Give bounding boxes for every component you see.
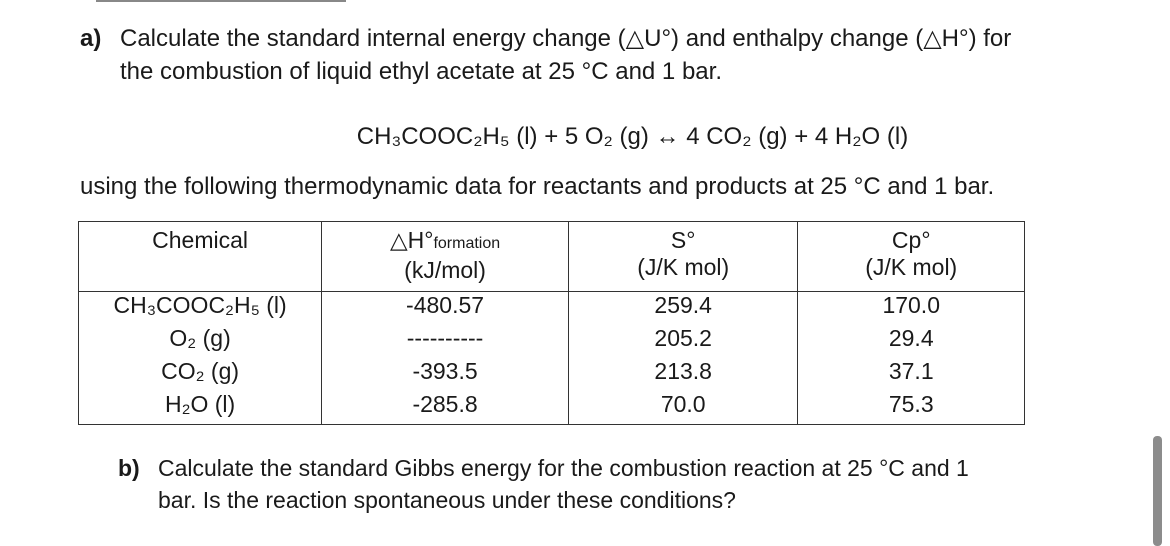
- header-entropy: S° (J/K mol): [568, 222, 798, 292]
- question-a-line2: the combustion of liquid ethyl acetate at 25 °C and 1 bar.: [120, 58, 722, 85]
- cell-chemical: H₂O (l): [79, 391, 322, 425]
- cell-heat-capacity: 37.1: [798, 358, 1025, 391]
- cell-entropy: 70.0: [568, 391, 798, 425]
- cell-enthalpy: ----------: [322, 325, 569, 358]
- question-a-line1: Calculate the standard internal energy change (△U°) and enthalpy change (△H°) for: [120, 25, 1012, 52]
- data-intro-text: using the following thermodynamic data for reactants and products at 25 °C and 1 bar.: [80, 173, 995, 200]
- cell-enthalpy: -285.8: [322, 391, 569, 425]
- header-entropy-unit: (J/K mol): [637, 254, 730, 280]
- reaction-equation-text: CH₃COOC₂H₅ (l) + 5 O₂ (g) ↔ 4 CO₂ (g) + 4 H₂O (l): [356, 123, 909, 150]
- header-enthalpy-symbol: △H°: [389, 227, 434, 253]
- question-b-marker: b): [118, 455, 140, 481]
- thermodynamic-data-table: [78, 221, 1025, 425]
- header-enthalpy-subscript: formation: [433, 235, 501, 252]
- question-b-line2: bar. Is the reaction spontaneous under these conditions?: [158, 487, 736, 513]
- cell-entropy: 259.4: [568, 292, 798, 326]
- table-row: [79, 358, 1025, 391]
- cell-heat-capacity: 29.4: [798, 325, 1025, 358]
- cell-chemical: CO₂ (g): [79, 358, 322, 391]
- header-heat-capacity: Cp° (J/K mol): [798, 222, 1025, 292]
- cell-entropy: 213.8: [568, 358, 798, 391]
- table-row: [79, 325, 1025, 358]
- question-a: [80, 22, 1011, 88]
- header-enthalpy-formation: [322, 222, 569, 292]
- header-chemical: Chemical: [79, 222, 322, 292]
- vertical-scrollbar[interactable]: [1153, 436, 1162, 546]
- reaction-equation: [0, 122, 1170, 152]
- cell-entropy: 205.2: [568, 325, 798, 358]
- cell-chemical: O₂ (g): [79, 325, 322, 358]
- cell-chemical: CH₃COOC₂H₅ (l): [79, 292, 322, 326]
- question-b: [118, 452, 969, 516]
- cell-enthalpy: -393.5: [322, 358, 569, 391]
- question-b-line1: Calculate the standard Gibbs energy for the combustion reaction at 25 °C and 1: [158, 455, 969, 481]
- header-heat-capacity-unit: (J/K mol): [865, 254, 958, 280]
- table-row: [79, 391, 1025, 425]
- top-divider: [96, 0, 346, 2]
- cell-heat-capacity: 75.3: [798, 391, 1025, 425]
- header-enthalpy-unit: (kJ/mol): [404, 257, 486, 283]
- question-a-marker: a): [80, 25, 102, 52]
- cell-heat-capacity: 170.0: [798, 292, 1025, 326]
- table-row: [79, 292, 1025, 326]
- table-header-row: [79, 222, 1025, 292]
- cell-enthalpy: -480.57: [322, 292, 569, 326]
